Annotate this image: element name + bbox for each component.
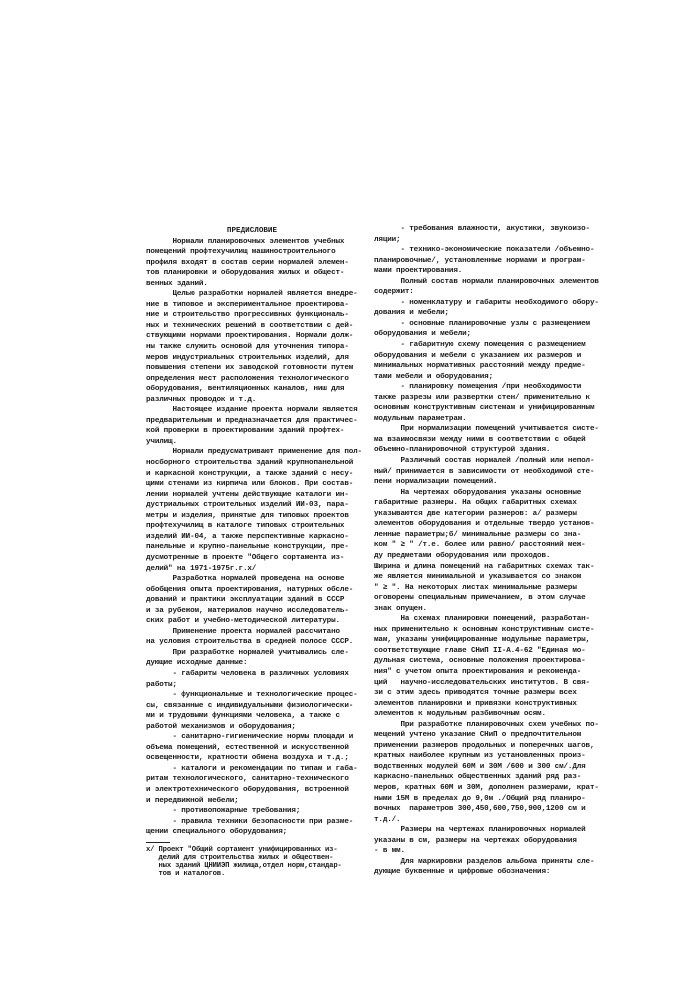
text-line: объемно-планировочной структурой здания. [374, 446, 551, 455]
text-line: - функциональные и технологические процес- [146, 691, 358, 700]
text-line: и передвижной мебели; [146, 796, 239, 805]
text-line: Разработка нормалей проведена на основе [146, 575, 345, 584]
text-line: Применение проекта нормалей рассчитано [146, 627, 340, 636]
text-line: - габаритную схему помещения с размещением [374, 341, 586, 350]
text-line: Различный состав нормалей /полный или непол- [374, 457, 595, 466]
right-column [374, 224, 599, 878]
text-line: дования и мебели; [374, 309, 449, 318]
text-line: Полный состав нормали планировочных элементов [374, 277, 599, 286]
text-line: дующие буквенные и цифровые обозначения: [374, 868, 551, 877]
footnote-divider [146, 842, 170, 843]
text-line: элементов к модульным разбивочным осям. [374, 710, 546, 719]
text-line: - основные планировочные узлы с размещением [374, 319, 590, 328]
text-line: ны также служить основой для уточнения типора- [146, 343, 349, 352]
text-line: На чертежах оборудования указаны основные [374, 488, 582, 497]
text-line: ций научно-исследовательских институтов. В свя- [374, 678, 590, 687]
text-line: минимальных нормативных расстояний между предме- [374, 362, 586, 371]
text-line: При нормализации помещений учитывается систе- [374, 425, 599, 434]
right-column-body [374, 224, 599, 878]
text-line: на условия строительства в средней полосе СССР. [146, 638, 354, 647]
text-line: При разработке нормалей учитывались сле- [146, 648, 349, 657]
text-line: тов планировки и оборудования жилых и общест- [146, 269, 345, 278]
text-line: ными 15М в пределах до 9,0м ./Общий ряд планиро- [374, 794, 586, 803]
text-line: зи с этим здесь приводятся точные размеры всех [374, 689, 577, 698]
left-column-body [146, 237, 362, 838]
text-line: кратных наиболее крупным из установленных произ- [374, 752, 586, 761]
text-line: элементов оборудования и отдельные твердо установ- [374, 520, 595, 529]
text-line: кой проверки в проектировании зданий профтех- [146, 427, 345, 436]
text-line: знак опущен. [374, 604, 427, 613]
page-title: ПРЕДИСЛОВИЕ [226, 227, 278, 235]
text-line: ленные параметры;б/ минимальные размеры со зна- [374, 530, 582, 539]
text-line: различных проводок и т.д. [146, 395, 257, 404]
text-line: дующие исходные данные: [146, 659, 248, 668]
text-line: ных и технических решений в соответствии с дей- [146, 321, 354, 330]
text-line: делий для строительства жилых и обществен- [146, 853, 334, 862]
text-line: мам, указаны унифицированные модульные параметры, [374, 636, 590, 645]
text-line: При разработке планировочных схем учебных по- [374, 720, 599, 729]
text-line: Целью разработки нормалей является внедре- [146, 290, 358, 299]
text-line: - габариты человека в различных условиях [146, 669, 349, 678]
text-line: мещений учтено указание СНиП о предпочтительном [374, 731, 582, 740]
text-line: Размеры на чертежах планировочных нормалей [374, 826, 586, 835]
text-line: оборудования и мебели с указанием их размеров и [374, 351, 582, 360]
text-line: - планировку помещения /при необходимости [374, 383, 582, 392]
text-line: предварительным и предназначается для практичес- [146, 416, 358, 425]
text-line: обобщения опыта проектирования, натурных обсле- [146, 585, 354, 594]
text-line: - в мм. [374, 847, 405, 856]
text-line: венных зданий. [146, 279, 208, 288]
text-line: вочных параметров 300,450,600,750,900,1200 см и [374, 805, 586, 814]
text-line: водственных модулей 60М и 30М /600 и 300 см/.Для [374, 762, 586, 771]
text-line: ских работ и учебно-методической литературы. [146, 617, 340, 626]
text-line: применении размеров продольных и поперечных шагов, [374, 741, 595, 750]
text-line: изделий ИИ-04, а также перспективные каркасно- [146, 532, 349, 541]
text-line: мами проектирования. [374, 267, 463, 276]
text-line: меров индустриальных строительных изделий, для [146, 353, 349, 362]
text-line: ние и строительство прогрессивных функциональ- [146, 311, 349, 320]
text-line: и электротехнического оборудования, встроенной [146, 785, 349, 794]
text-line: оборудования и мебели; [374, 330, 471, 339]
text-line: содержит: [374, 288, 414, 297]
text-line: помещений профтехучилищ машиностроительного [146, 248, 336, 257]
text-line: дульная система, основные положения проектирова- [374, 657, 586, 666]
text-line: ма взаимосвязи между ними в соответствии с общей [374, 435, 586, 444]
text-line: носборного строительства зданий крупнопанельной [146, 459, 354, 468]
text-line: оборудования, вентиляционных каналов, ниш для [146, 385, 345, 394]
text-line: и каркасной конструкции, а также зданий с несу- [146, 469, 354, 478]
text-line: дований и практики эксплуатации зданий в СССР [146, 596, 345, 605]
text-line: " ≥ ". На некоторых листах минимальные размеры [374, 583, 577, 592]
text-line: Настоящее издание проекта нормали является [146, 406, 358, 415]
text-line: габаритные размеры. На общих габаритных схемах [374, 499, 577, 508]
text-line: основным конструктивным системам и унифицированным [374, 404, 595, 413]
text-line: щении специального оборудования; [146, 828, 288, 837]
text-line: пени нормализации помещений. [374, 478, 498, 487]
text-line: соответствующие главе СНиП II-А.4-62 "Единая мо- [374, 646, 586, 655]
text-line: определения мест расположения технологического [146, 374, 349, 383]
text-line: - противопожарные требования; [146, 807, 301, 816]
text-line: тов и каталогов. [146, 870, 226, 879]
text-line: x/ Проект "Общий сортамент унифицированных из- [146, 845, 338, 854]
text-line: указываются две категории размеров: а/ размеры [374, 509, 577, 518]
text-line: ляции; [374, 235, 401, 244]
text-line: ритам технологического, санитарно-технического [146, 775, 349, 784]
text-line: дусмотренные в проекте "Общего сортамента из- [146, 553, 345, 562]
text-line: ния" с учетом опыта проектирования и рекоменда- [374, 667, 582, 676]
text-line: Нормали планировочных элементов учебных [146, 237, 345, 246]
text-line: планировочные/, установленные нормами и програм- [374, 256, 586, 265]
text-line: модульным параметрам. [374, 414, 467, 423]
text-line: работой механизмов и оборудования; [146, 722, 296, 731]
text-line: объема помещений, естественной и искусственной [146, 743, 349, 752]
text-line: - санитарно-гигиенические нормы площади и [146, 733, 354, 742]
text-line: ду предметами оборудования или проходов. [374, 551, 551, 560]
text-line: элементов планировки и привязки конструктивных [374, 699, 577, 708]
text-line: - номенклатуру и габариты необходимого обору- [374, 298, 599, 307]
text-line: - правила техники безопасности при разме- [146, 817, 354, 826]
text-line: меров, кратных 60М и 30М, дополнен размерами, крат- [374, 783, 599, 792]
text-line: также разрезы или развертки стен/ применительно к [374, 393, 590, 402]
text-line: - технико-экономические показатели /объемно- [374, 246, 595, 255]
text-line: и за рубежом, материалов научно исследователь- [146, 606, 349, 615]
left-column [146, 226, 362, 879]
text-line: т.д./. [374, 815, 401, 824]
text-line: же является минимальной и указывается со знаком [374, 573, 582, 582]
text-line: щими стенами из кирпича или блоков. При состав- [146, 480, 354, 489]
text-line: ных применительно к основным конструктивным систе- [374, 625, 595, 634]
text-line: сы, связанные с индивидуальными физиологически- [146, 701, 354, 710]
text-line: профтехучилищ в каталоге типовых строительных [146, 522, 345, 531]
text-line: Ширина и длина помещений на габаритных схемах так- [374, 562, 595, 571]
text-line: указаны в см, размеры на чертежах оборудования [374, 836, 577, 845]
text-line: повышения степени их заводской готовности путем [146, 364, 354, 373]
text-line: ние в типовое и экспериментальное проектирова- [146, 300, 349, 309]
text-line: - требования влажности, акустики, звукоизо- [374, 225, 590, 233]
text-line: лении нормалей учтены действующие каталоги ин- [146, 490, 349, 499]
text-line: тами мебели и оборудования; [374, 372, 493, 381]
text-line: панельные и крупно-панельные конструкции, пре- [146, 543, 349, 552]
text-line: работы; [146, 680, 177, 689]
text-line: ных зданий ЦНИИЭП жилища,отдел норм,стандар- [146, 862, 342, 871]
text-line: ком " ≥ " /т.е. более или равно/ расстояний меж- [374, 541, 586, 550]
text-line: Нормали предусматривают применение для пол- [146, 448, 362, 457]
text-line: ствующими нормами проектирования. Нормали долж- [146, 332, 354, 341]
text-line: делий" на 1971-1975г.г.x/ [146, 564, 257, 573]
text-line: - каталоги и рекомендации по типам и габа- [146, 764, 358, 773]
text-line: оговорены специальным примечанием, в этом случае [374, 594, 586, 603]
text-line: профиля входят в состав серии нормалей элемен- [146, 258, 349, 267]
text-line: училищ. [146, 437, 177, 446]
text-line: ми и трудовыми функциями человека, а также с [146, 712, 340, 721]
text-line: дустриальных строительных изделий ИИ-03, пара- [146, 501, 349, 510]
text-line: На схемах планировки помещений, разработан- [374, 615, 590, 624]
text-line: каркасно-панельных общественных зданий ряд раз- [374, 773, 582, 782]
text-line: метры и изделия, принятые для типовых проектов [146, 511, 349, 520]
text-line: Для маркировки разделов альбома приняты сле- [374, 857, 595, 866]
text-line: ный/ принимается в зависимости от необходимой сте- [374, 467, 595, 476]
footnote [146, 846, 358, 879]
text-line: освещенности, кратности обмена воздуха и т.д.; [146, 754, 349, 763]
